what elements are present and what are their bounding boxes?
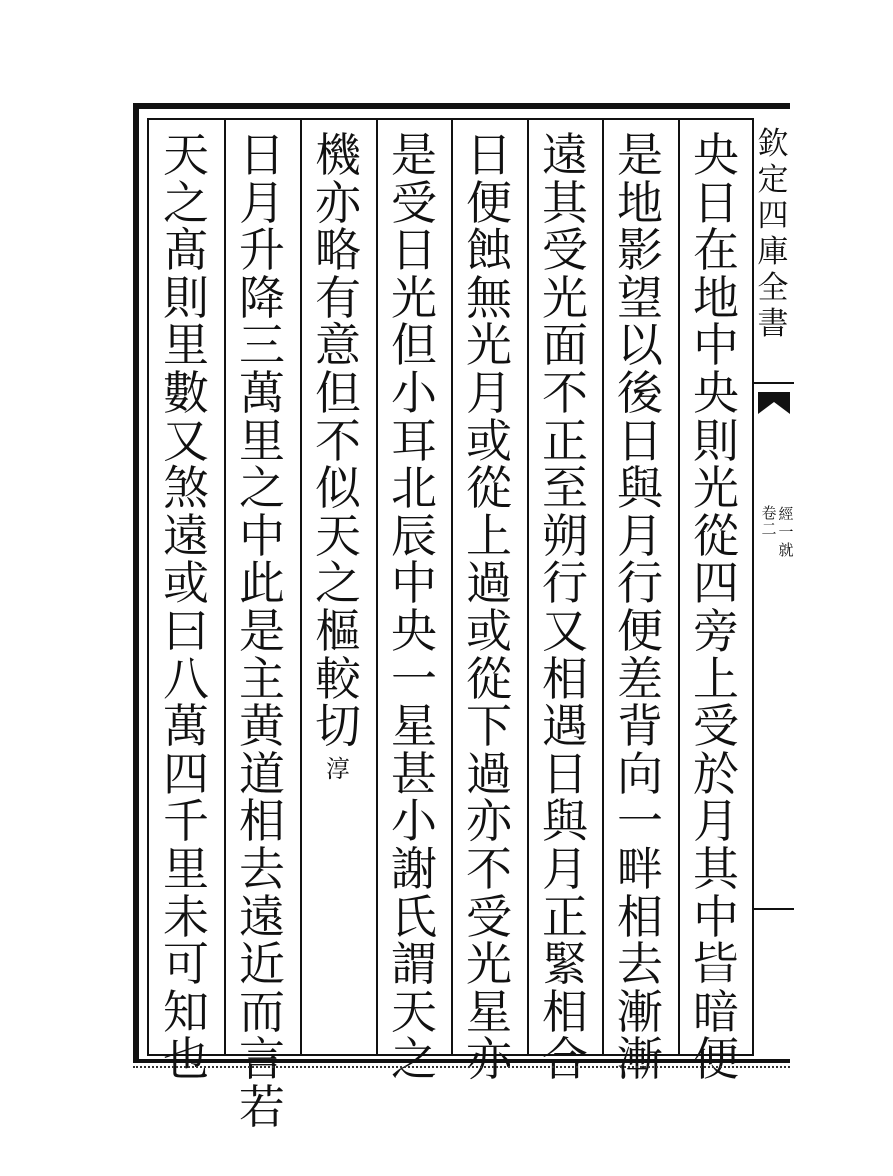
text-char: 光 bbox=[466, 318, 512, 373]
text-char: 天 bbox=[315, 508, 361, 563]
text-char: 無 bbox=[466, 270, 512, 325]
column-rule bbox=[451, 118, 453, 1056]
text-char: 央 bbox=[693, 128, 739, 182]
text-char: 受 bbox=[391, 175, 437, 230]
text-char: 面 bbox=[542, 318, 588, 373]
text-char: 小 bbox=[391, 794, 437, 849]
text-char: 暗 bbox=[693, 984, 739, 1039]
margin-char: 二 bbox=[761, 520, 777, 538]
text-char: 樞 bbox=[315, 603, 361, 658]
text-char: 里 bbox=[239, 413, 285, 468]
text-char: 央 bbox=[693, 365, 739, 420]
text-char: 正 bbox=[542, 413, 588, 468]
margin-char: 一 bbox=[778, 523, 794, 541]
text-char: 從 bbox=[693, 508, 739, 563]
fishtail-mark-icon bbox=[758, 392, 790, 414]
text-char: 而 bbox=[239, 984, 285, 1039]
text-char: 中 bbox=[693, 889, 739, 944]
text-char: 相 bbox=[542, 984, 588, 1039]
text-char: 受 bbox=[466, 889, 512, 944]
text-char: 光 bbox=[466, 937, 512, 992]
text-char: 背 bbox=[617, 699, 663, 754]
text-char: 畔 bbox=[617, 841, 663, 896]
text-char: 旁 bbox=[693, 603, 739, 658]
text-char: 亦 bbox=[466, 1032, 512, 1087]
text-char: 便 bbox=[466, 175, 512, 230]
text-char: 光 bbox=[693, 461, 739, 516]
margin-divider bbox=[754, 382, 794, 384]
text-char: 從 bbox=[466, 651, 512, 706]
text-char: 但 bbox=[391, 318, 437, 373]
text-char: 也 bbox=[163, 1032, 209, 1087]
text-char: 合 bbox=[542, 1032, 588, 1087]
text-char: 一 bbox=[617, 794, 663, 849]
text-char: 過 bbox=[466, 556, 512, 611]
margin-char: 庫 bbox=[757, 234, 789, 270]
text-char: 漸 bbox=[617, 984, 663, 1039]
text-char: 緊 bbox=[542, 937, 588, 992]
text-char: 又 bbox=[542, 603, 588, 658]
text-char: 或 bbox=[163, 556, 209, 611]
margin-divider bbox=[754, 908, 794, 910]
text-char: 其 bbox=[542, 175, 588, 230]
text-char: 辰 bbox=[391, 508, 437, 563]
text-char: 是 bbox=[617, 128, 663, 182]
text-char: 漸 bbox=[617, 1032, 663, 1087]
column-rule bbox=[376, 118, 378, 1056]
margin-title bbox=[756, 126, 790, 342]
text-char: 或 bbox=[466, 603, 512, 658]
text-char: 中 bbox=[391, 556, 437, 611]
text-char: 可 bbox=[163, 937, 209, 992]
text-char: 月 bbox=[239, 175, 285, 230]
text-char: 千 bbox=[163, 794, 209, 849]
text-char: 遠 bbox=[239, 889, 285, 944]
text-char: 亦 bbox=[466, 794, 512, 849]
text-char: 一 bbox=[391, 651, 437, 706]
text-char: 髙 bbox=[163, 223, 209, 278]
text-char: 光 bbox=[391, 270, 437, 325]
text-char: 萬 bbox=[163, 699, 209, 754]
text-char: 甚 bbox=[391, 746, 437, 801]
text-char: 行 bbox=[617, 556, 663, 611]
margin-char: 就 bbox=[778, 541, 794, 559]
text-char: 正 bbox=[542, 889, 588, 944]
margin-char: 書 bbox=[757, 306, 789, 342]
text-char: 天 bbox=[391, 984, 437, 1039]
text-char: 星 bbox=[466, 984, 512, 1039]
text-column-4 bbox=[457, 128, 521, 1087]
text-char: 北 bbox=[391, 461, 437, 516]
text-column-5 bbox=[382, 128, 446, 1087]
text-char: 去 bbox=[239, 841, 285, 896]
text-char: 謝 bbox=[391, 841, 437, 896]
text-char: 小 bbox=[391, 365, 437, 420]
text-char: 四 bbox=[693, 556, 739, 611]
text-char: 行 bbox=[542, 556, 588, 611]
text-char: 月 bbox=[466, 365, 512, 420]
text-char: 言 bbox=[239, 1032, 285, 1087]
text-char: 遠 bbox=[542, 128, 588, 182]
text-char: 月 bbox=[617, 508, 663, 563]
text-char: 氏 bbox=[391, 889, 437, 944]
text-char: 日 bbox=[391, 223, 437, 278]
text-char: 四 bbox=[163, 746, 209, 801]
text-char: 受 bbox=[542, 223, 588, 278]
text-char: 或 bbox=[466, 413, 512, 468]
text-char: 近 bbox=[239, 937, 285, 992]
text-char: 日 bbox=[239, 128, 285, 182]
text-char: 其 bbox=[693, 841, 739, 896]
text-char: 地 bbox=[693, 270, 739, 325]
margin-char: 定 bbox=[757, 162, 789, 198]
text-char: 月 bbox=[542, 841, 588, 896]
text-char: 𣅜 bbox=[693, 937, 739, 992]
text-char: 月 bbox=[693, 794, 739, 849]
column-rule bbox=[527, 118, 529, 1056]
text-char: 切 bbox=[315, 699, 361, 754]
text-char: 又 bbox=[163, 413, 209, 468]
text-char: 數 bbox=[163, 365, 209, 420]
text-char: 中 bbox=[239, 508, 285, 563]
margin-char: 四 bbox=[757, 198, 789, 234]
column-rule bbox=[224, 118, 226, 1056]
text-char: 過 bbox=[466, 746, 512, 801]
text-char: 與 bbox=[617, 461, 663, 516]
text-char: 則 bbox=[693, 413, 739, 468]
text-char: 相 bbox=[617, 889, 663, 944]
text-char: 下 bbox=[466, 699, 512, 754]
margin-book-name bbox=[778, 505, 794, 559]
text-char: 望 bbox=[617, 270, 663, 325]
text-char: 星 bbox=[391, 699, 437, 754]
text-char: 向 bbox=[617, 746, 663, 801]
text-char: 不 bbox=[542, 365, 588, 420]
text-char: 里 bbox=[163, 318, 209, 373]
text-char: 後 bbox=[617, 365, 663, 420]
text-char: 日 bbox=[617, 413, 663, 468]
text-column-3 bbox=[533, 128, 597, 1087]
annotation-note: 淳 bbox=[326, 754, 350, 783]
text-char: 日 bbox=[542, 746, 588, 801]
margin-char: 卷 bbox=[761, 504, 777, 522]
text-char: 之 bbox=[315, 556, 361, 611]
text-char: 蝕 bbox=[466, 223, 512, 278]
text-char: 在 bbox=[693, 223, 739, 278]
text-char: 較 bbox=[315, 651, 361, 706]
text-char: 受 bbox=[693, 699, 739, 754]
text-char: 以 bbox=[617, 318, 663, 373]
margin-volume bbox=[760, 505, 778, 537]
text-char: 與 bbox=[542, 794, 588, 849]
text-char: 於 bbox=[693, 746, 739, 801]
text-char: 相 bbox=[542, 651, 588, 706]
text-char: 天 bbox=[163, 128, 209, 182]
text-char: 亦 bbox=[315, 175, 361, 230]
text-char: 從 bbox=[466, 461, 512, 516]
text-char: 差 bbox=[617, 651, 663, 706]
bottom-edge bbox=[133, 1066, 790, 1074]
text-char: 里 bbox=[163, 841, 209, 896]
text-char: 之 bbox=[163, 175, 209, 230]
text-char: 道 bbox=[239, 746, 285, 801]
text-char: 便 bbox=[617, 603, 663, 658]
text-char: 日 bbox=[693, 175, 739, 230]
text-char: 日 bbox=[466, 128, 512, 182]
text-char: 三 bbox=[239, 318, 285, 373]
text-column-1 bbox=[684, 128, 748, 1087]
text-char: 之 bbox=[239, 461, 285, 516]
text-char: 機 bbox=[315, 128, 361, 182]
column-rule bbox=[300, 118, 302, 1056]
text-char: 煞 bbox=[163, 461, 209, 516]
text-char: 央 bbox=[391, 603, 437, 658]
text-char: 之 bbox=[391, 1032, 437, 1087]
text-char: 是 bbox=[239, 603, 285, 658]
text-char: 相 bbox=[239, 794, 285, 849]
text-char: 但 bbox=[315, 365, 361, 420]
text-char: 則 bbox=[163, 270, 209, 325]
text-char: 是 bbox=[391, 128, 437, 182]
text-char: 未 bbox=[163, 889, 209, 944]
text-char: 朔 bbox=[542, 508, 588, 563]
text-char: 不 bbox=[466, 841, 512, 896]
text-char: 意 bbox=[315, 318, 361, 373]
text-char: 光 bbox=[542, 270, 588, 325]
margin-char: 欽 bbox=[757, 126, 789, 162]
text-char: 有 bbox=[315, 270, 361, 325]
text-char: 便 bbox=[693, 1032, 739, 1087]
text-char: 上 bbox=[466, 508, 512, 563]
text-char: 耳 bbox=[391, 413, 437, 468]
text-char: 萬 bbox=[239, 365, 285, 420]
text-char: 若 bbox=[239, 1079, 285, 1134]
text-char: 升 bbox=[239, 223, 285, 278]
text-char: 略 bbox=[315, 223, 361, 278]
margin-char: 全 bbox=[757, 270, 789, 306]
text-column-2 bbox=[608, 128, 672, 1087]
text-char: 謂 bbox=[391, 937, 437, 992]
text-char: 中 bbox=[693, 318, 739, 373]
margin-char: 經 bbox=[778, 505, 794, 523]
text-char: 八 bbox=[163, 651, 209, 706]
column-rule bbox=[602, 118, 604, 1056]
text-char: 似 bbox=[315, 461, 361, 516]
text-char: 此 bbox=[239, 556, 285, 611]
text-char: 遠 bbox=[163, 508, 209, 563]
text-char: 降 bbox=[239, 270, 285, 325]
text-char: 遇 bbox=[542, 699, 588, 754]
text-column-8 bbox=[154, 128, 218, 1087]
text-char: 上 bbox=[693, 651, 739, 706]
text-char: 影 bbox=[617, 223, 663, 278]
text-char: 至 bbox=[542, 461, 588, 516]
text-char: 主 bbox=[239, 651, 285, 706]
text-char: 地 bbox=[617, 175, 663, 230]
text-column-6 bbox=[306, 128, 370, 1052]
text-column-7 bbox=[230, 128, 294, 1134]
text-char: 黄 bbox=[239, 699, 285, 754]
column-rule bbox=[678, 118, 680, 1056]
text-char: 曰 bbox=[163, 603, 209, 658]
text-char: 知 bbox=[163, 984, 209, 1039]
text-char: 去 bbox=[617, 937, 663, 992]
text-char: 不 bbox=[315, 413, 361, 468]
